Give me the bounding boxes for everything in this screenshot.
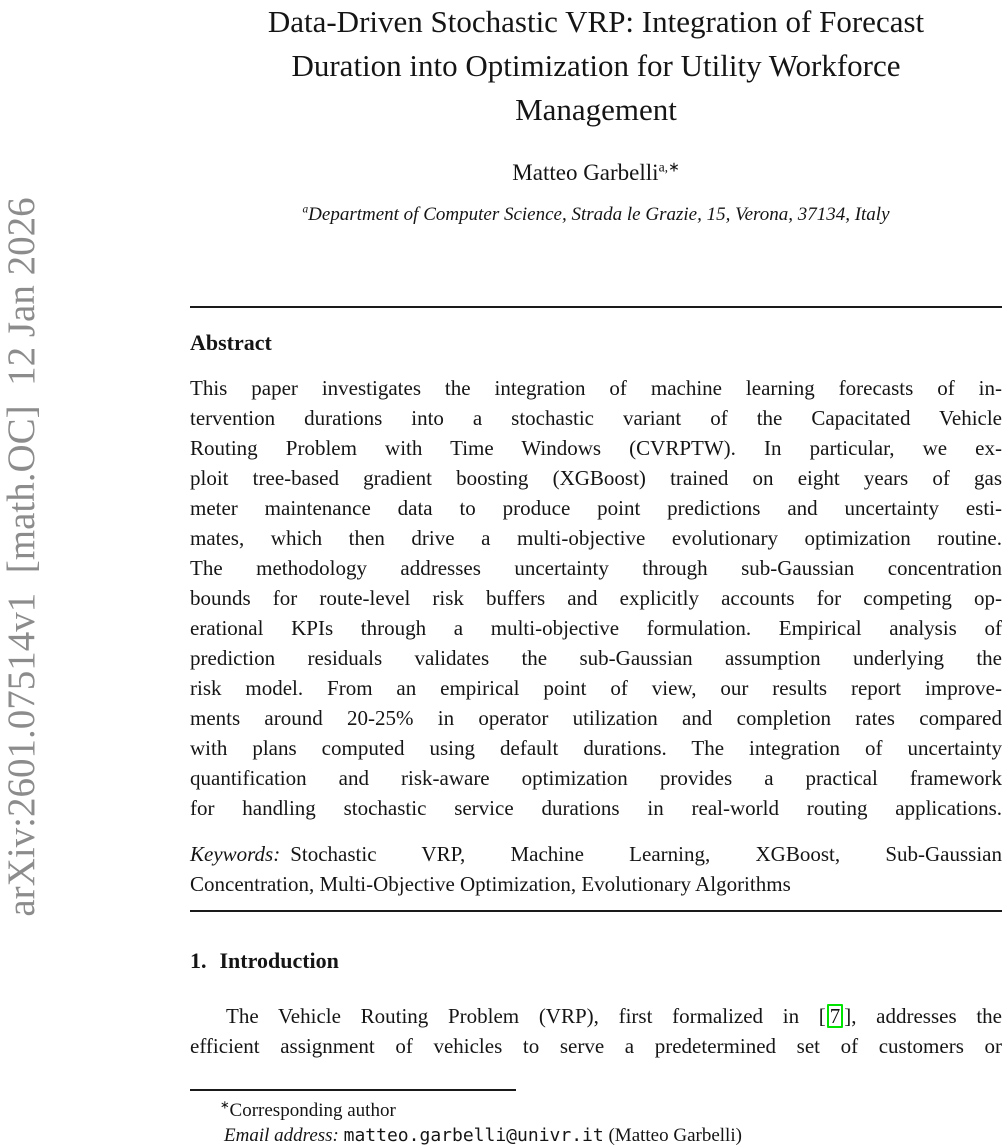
corresponding-author-note	[190, 1098, 1002, 1123]
text-line: mates, which then drive a multi-objective evolutionary optimization routine.	[190, 526, 1002, 550]
email-author-name: (Matteo Garbelli)	[608, 1125, 742, 1145]
paper-column	[190, 0, 1002, 1145]
text-line: The methodology addresses uncertainty through sub-Gaussian concentration	[190, 556, 1002, 580]
email-note	[190, 1123, 1002, 1145]
text-line: Management	[515, 92, 677, 127]
intro-text-pre-citation: The Vehicle Routing Problem (VRP), first formalized in [	[226, 1004, 826, 1028]
keywords-block	[190, 839, 1002, 899]
email-address[interactable]: matteo.garbelli@univr.it	[343, 1125, 604, 1145]
section-number: 1.	[190, 948, 207, 973]
abstract-heading: Abstract	[190, 330, 272, 355]
keywords-line-2: Concentration, Multi-Objective Optimization, Evolutionary Algorithms	[190, 872, 791, 896]
text-line: meter maintenance data to produce point predictions and uncertainty esti-	[190, 496, 1002, 520]
intro-line-1	[190, 1001, 1002, 1031]
corresponding-author-text: Corresponding author	[229, 1100, 396, 1121]
keywords-line-1	[190, 839, 1002, 869]
text-line: Duration into Optimization for Utility Workforce	[291, 48, 901, 83]
intro-line-2: efficient assignment of vehicles to serve a predetermined set of customers or	[190, 1034, 1002, 1058]
arxiv-watermark: arXiv:2601.07514v1 [math.OC] 12 Jan 2026	[0, 197, 43, 917]
footnote-marker: ∗	[220, 1099, 230, 1112]
section-title: Introduction	[219, 948, 339, 973]
text-line: prediction residuals validates the sub-Gaussian assumption underlying the	[190, 646, 1002, 670]
text-line: Routing Problem with Time Windows (CVRPTW). In particular, we ex-	[190, 436, 1002, 460]
paper-title	[190, 0, 1002, 132]
author-line	[190, 160, 1002, 186]
text-line: ploit tree-based gradient boosting (XGBoost) trained on eight years of gas	[190, 466, 1002, 490]
citation-7[interactable]: 7	[827, 1004, 844, 1028]
intro-text-post-citation: ], addresses the	[844, 1004, 1002, 1028]
text-line: quantification and risk-aware optimization provides a practical framework	[190, 766, 1002, 790]
affiliation-text: Department of Computer Science, Strada le Grazie, 15, Verona, 37134, Italy	[308, 204, 890, 225]
text-line: tervention durations into a stochastic variant of the Capacitated Vehicle	[190, 406, 1002, 430]
divider-bottom	[190, 910, 1002, 912]
text-line: bounds for route-level risk buffers and explicitly accounts for competing op-	[190, 586, 1002, 610]
text-line: risk model. From an empirical point of view, our results report improve-	[190, 676, 1002, 700]
affiliation	[190, 204, 1002, 226]
keywords-label: Keywords:	[190, 842, 281, 866]
footnote-rule	[190, 1089, 516, 1091]
affiliation-superscript: a	[302, 203, 309, 216]
author-superscript: a,∗	[658, 159, 680, 175]
text-line: erational KPIs through a multi-objective formulation. Empirical analysis of	[190, 616, 1002, 640]
text-line: with plans computed using default durations. The integration of uncertainty	[190, 736, 1002, 760]
text-line: Data-Driven Stochastic VRP: Integration of Forecast	[267, 4, 925, 39]
text-line: ments around 20-25% in operator utilization and completion rates compared	[190, 706, 1002, 730]
text-line: for handling stochastic service durations in real-world routing applications.	[190, 796, 1002, 820]
intro-paragraph	[190, 1001, 1002, 1061]
author-name: Matteo Garbelli	[512, 160, 659, 185]
divider-top	[190, 306, 1002, 308]
text-line: This paper investigates the integration of machine learning forecasts of in-	[190, 376, 1002, 400]
abstract-text	[190, 373, 1002, 823]
footnote	[190, 1098, 1002, 1145]
keywords-text-1: Stochastic VRP, Machine Learning, XGBoost, Sub-Gaussian	[290, 842, 1002, 866]
email-label: Email address:	[224, 1125, 339, 1145]
section-heading	[190, 948, 1002, 974]
